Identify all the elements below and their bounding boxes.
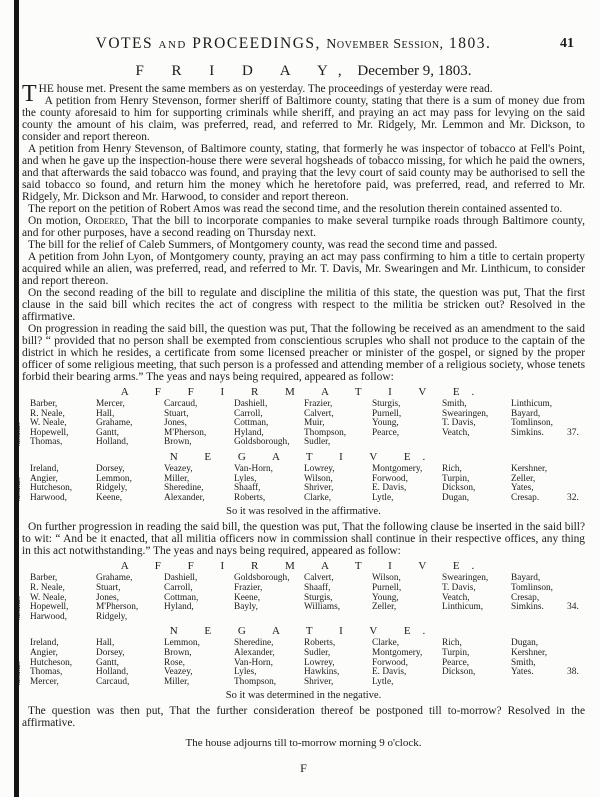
member-name: Jones, [96, 592, 119, 603]
member-name: Montgomery, [372, 464, 423, 474]
affirmative-total: 37. [567, 427, 579, 438]
member-name: Turpin, [442, 647, 470, 658]
member-name: Sudler, [304, 437, 331, 448]
member-name: T. Davis, [442, 418, 476, 429]
paragraph: The question was then put, That the further consideration thereof be postponed till to-morrow? Resolved in the affirmative. [22, 705, 585, 730]
member-name: Thomas, [30, 437, 63, 448]
member-name: Harwood, [30, 611, 67, 622]
text: That the bill to incorporate companies to make several turnpike roads through Baltimore county, and for other purposes, have a second reading on Thursday next. [22, 215, 585, 239]
signature-mark: F [300, 761, 307, 776]
name-column [511, 400, 553, 438]
member-name: Bayard, [511, 573, 541, 584]
member-name: Grahame, [96, 418, 133, 429]
member-name: Shaaff, [234, 483, 261, 494]
name-column [511, 574, 553, 612]
negative-votes-table [16, 464, 585, 503]
drop-cap: T [22, 81, 37, 107]
member-name: Hyland, [234, 427, 264, 438]
member-name: M'Pherson, [96, 602, 139, 613]
paragraph: The report on the petition of Robert Amos was read the second time, and the resolution therein contained assented to. [28, 203, 563, 215]
closing-text [22, 705, 585, 729]
member-name: Stuart, [96, 582, 121, 593]
name-column [96, 639, 129, 687]
affirmative-votes-table [16, 399, 585, 448]
proceedings-text [22, 83, 585, 383]
name-column [30, 639, 72, 687]
member-name: Calvert, [304, 408, 334, 419]
day-heading [22, 61, 585, 81]
member-name: Carroll, [234, 408, 263, 419]
member-name: Simkins. [511, 427, 544, 438]
member-name: Frazier, [234, 582, 263, 593]
member-name: Mercer, [30, 676, 59, 687]
name-column [96, 400, 132, 448]
date: December 9, 1803. [357, 63, 472, 79]
member-name: Smith, [511, 657, 536, 668]
member-name: Lyles, [234, 667, 257, 678]
paragraph: A petition from Henry Stevenson, of Baltimore county, stating, that formerly he was inspector of tobacco at Fell's Point, and when he gave up the inspection-house there were several hogsheads of tobacco missing, for which he paid the owners, and that afterwards the said tobacco was found, and praying that the levy court of said county may be authorised to sell the said tobacco so found, and return him the money which he heretofore paid, was preferred, read, and referred to Mr. Ridgely, Mr. Dickson and Mr. Harwood, to consider and report thereon. [22, 143, 585, 203]
member-name: Dickson, [442, 483, 476, 494]
member-name: Tomlinson, [511, 582, 553, 593]
vote-result: So it was resolved in the affirmative. [226, 506, 381, 518]
member-name: Veatch, [442, 592, 470, 603]
name-column [164, 400, 206, 448]
paragraph: On the second reading of the bill to regulate and discipline the militia of this state, the question was put, That the first clause in the said bill which recites the act of congress with respect to the militia be stricken out? Resolved in the affirmative. [22, 287, 585, 323]
member-name: Holland, [96, 437, 129, 448]
member-name: Brown, [164, 647, 192, 658]
member-name: W. Neale, [30, 418, 67, 429]
member-name: Bayard, [511, 408, 541, 419]
name-column [372, 639, 422, 687]
text: On motion, [28, 215, 85, 227]
proceedings-text-2 [22, 521, 585, 557]
member-name: Veazey, [164, 667, 193, 678]
member-name: Alexander, [164, 492, 205, 503]
page-number: 41 [560, 36, 574, 51]
ordered-word: Ordered, [84, 215, 129, 227]
member-name: Zeller, [511, 473, 536, 484]
member-name: Kershner, [511, 647, 548, 658]
day-name: F R I D A Y, [135, 63, 354, 79]
member-name: Dashiell, [164, 573, 198, 584]
member-name: Lowrey, [304, 464, 335, 474]
member-name: Ridgely, [96, 483, 128, 494]
member-name: R. Neale, [30, 582, 65, 593]
member-name: Hutcheson, [30, 657, 73, 668]
affirmative-votes-table [16, 573, 585, 622]
member-name: Lemmon, [96, 473, 132, 484]
member-name: Clarke, [372, 638, 400, 649]
affirmative-total: 34. [567, 602, 579, 613]
member-name: Cottman, [234, 418, 269, 429]
member-name: Pearce, [442, 657, 470, 668]
member-name: Hall, [96, 408, 115, 419]
member-name: Lytle, [372, 676, 394, 687]
name-column [372, 465, 422, 503]
member-name: Hyland, [164, 602, 194, 613]
member-name: Hopewell, [30, 427, 69, 438]
member-name: Dickson, [442, 667, 476, 678]
member-name: Young, [372, 418, 399, 429]
member-name: Hopewell, [30, 602, 69, 613]
title-and: AND [158, 39, 187, 51]
member-name: Williams, [304, 602, 341, 613]
member-name: Thompson, [304, 427, 347, 438]
member-name: Forwood, [372, 473, 408, 484]
paragraph: A petition from John Lyon, of Montgomery county, praying an act may pass confirming to him a title to certain property acquired while an alien, was preferred, read, and referred to Mr. T. Davis, Mr. Swearingen and Mr. Linthicum, to consider and report thereon. [22, 251, 585, 287]
member-name: Lyles, [234, 473, 257, 484]
member-name: Frazier, [304, 399, 333, 409]
messieurs-label: Messieurs [16, 477, 22, 502]
member-name: Mercer, [96, 399, 125, 409]
member-name: Cresap, [511, 592, 540, 603]
member-name: Ridgely, [96, 611, 128, 622]
member-name: Zeller, [372, 602, 397, 613]
member-name: Miller, [164, 676, 190, 687]
member-name: Swearingen, [442, 573, 489, 584]
member-name: Sturgis, [304, 592, 333, 603]
member-name: Keene, [96, 492, 123, 503]
member-name: Hall, [96, 638, 115, 649]
member-name: Montgomery, [372, 647, 423, 658]
member-name: Gantt, [96, 427, 119, 438]
member-name: Purnell, [372, 582, 402, 593]
member-name: R. Neale, [30, 408, 65, 419]
name-column [372, 574, 401, 612]
member-name: Brown, [164, 437, 192, 448]
paragraph [22, 215, 585, 239]
name-column [442, 400, 488, 438]
messieurs-label: Messieurs [16, 661, 22, 686]
name-column [30, 465, 72, 503]
member-name: Barber, [30, 573, 58, 584]
name-column [511, 465, 547, 503]
member-name: Van-Horn, [234, 657, 273, 668]
member-name: E. Davis, [372, 667, 407, 678]
member-name: Sudler, [304, 647, 331, 658]
vote-record-1 [16, 386, 585, 518]
name-column [234, 574, 290, 612]
member-name: Ireland, [30, 638, 59, 649]
title-session: November Session, [326, 37, 444, 52]
member-name: T. Davis, [442, 582, 476, 593]
member-name: Calvert, [304, 573, 334, 584]
member-name: Sheredine, [234, 638, 274, 649]
name-column [511, 639, 547, 677]
member-name: Purnell, [372, 408, 402, 419]
member-name: Roberts, [234, 492, 266, 503]
name-column [304, 574, 340, 612]
member-name: Harwood, [30, 492, 67, 503]
affirmative-heading: A F F I R M A T I V E. [120, 386, 487, 398]
member-name: Pearce, [372, 427, 400, 438]
name-column [30, 400, 68, 448]
paragraph: The bill for the relief of Caleb Summers, of Montgomery county, was read the second time and passed. [28, 239, 498, 251]
member-name: E. Davis, [372, 483, 407, 494]
member-name: Sturgis, [372, 399, 401, 409]
name-column [30, 574, 68, 622]
member-name: Smith, [442, 399, 467, 409]
member-name: Holland, [96, 667, 129, 678]
member-name: Rich, [442, 464, 462, 474]
vote-record-2 [16, 560, 585, 702]
member-name: Sheredine, [164, 483, 204, 494]
member-name: Tomlinson, [511, 418, 553, 429]
paragraph-opening [22, 81, 585, 107]
member-name: Young, [372, 592, 399, 603]
member-name: Rose, [164, 657, 185, 668]
member-name: Dugan, [511, 638, 539, 649]
member-name: Dorsey, [96, 464, 125, 474]
name-column [442, 639, 475, 677]
member-name: Simkins. [511, 602, 544, 613]
member-name: Thomas, [30, 667, 63, 678]
member-name: W. Neale, [30, 592, 67, 603]
name-column [96, 574, 138, 622]
member-name: Cottman, [164, 592, 199, 603]
member-name: Carroll, [164, 582, 193, 593]
member-name: Yates, [511, 483, 534, 494]
member-name: Turpin, [442, 473, 470, 484]
name-column [164, 639, 200, 687]
member-name: Alexander, [234, 647, 275, 658]
name-column [234, 639, 276, 687]
member-name: Stuart, [164, 408, 189, 419]
member-name: Swearingen, [442, 408, 489, 419]
member-name: Angier, [30, 647, 58, 658]
member-name: Hutcheson, [30, 483, 73, 494]
member-name: Wilson, [304, 473, 333, 484]
opening-text: HE house met. Present the same members as on yesterday. The proceedings of yesterday were read. [38, 83, 493, 95]
negative-votes-table [16, 638, 585, 687]
member-name: Grahame, [96, 573, 133, 584]
member-name: Barber, [30, 399, 58, 409]
member-name: Jones, [164, 418, 187, 429]
title-year: 1803. [448, 35, 492, 52]
negative-total: 32. [567, 492, 579, 503]
member-name: Lowrey, [304, 657, 335, 668]
member-name: Carcaud, [96, 676, 130, 687]
member-name: Goldsborough, [234, 573, 290, 584]
member-name: Forwood, [372, 657, 408, 668]
member-name: Miller, [164, 473, 190, 484]
member-name: Ireland, [30, 464, 59, 474]
paragraph: On progression in reading the said bill, the question was put, That the following be received as an amendment to the said bill? “ provided that no person shall be exempted from conscientious scruples who shall not produce to the captain of the district in which he resides, a certificate from some licensed preacher or minister of the gospel, or signed by the proper officer of some religious meeting, that such person is a professed and attending member of a religious society, whose tenets forbid their bearing arms.” The yeas and nays being required, appeared as follow: [22, 323, 585, 383]
member-name: Muir, [304, 418, 325, 429]
member-name: Goldsborough, [234, 437, 290, 448]
member-name: Van-Horn, [234, 464, 273, 474]
vote-result: So it was determined in the negative. [225, 690, 382, 702]
member-name: Clarke, [304, 492, 332, 503]
page-title [22, 34, 585, 55]
member-name: Angier, [30, 473, 58, 484]
member-name: Dugan, [442, 492, 470, 503]
name-column [96, 465, 132, 503]
member-name: Bayly, [234, 602, 258, 613]
name-column [442, 465, 475, 503]
name-column [442, 574, 488, 612]
member-name: Veazey, [164, 464, 193, 474]
member-name: Dorsey, [96, 647, 125, 658]
title-votes: VOTES [95, 35, 154, 52]
name-column [304, 639, 339, 687]
name-column [234, 400, 290, 448]
member-name: Linthicum, [442, 602, 484, 613]
name-column [164, 465, 205, 503]
messieurs-label: Messieurs [16, 596, 22, 621]
paragraph: A petition from Henry Stevenson, former sheriff of Baltimore county, stating that there is a sum of money due from the county aforesaid to him for supporting criminals while sheriff, and praying an act may pass for levying on the said county the amount of his claim, was preferred, read, and referred to Mr. Ridgely, Mr. Lemmon and Mr. Dickson, to consider and report thereon. [22, 95, 585, 143]
name-column [304, 465, 335, 503]
member-name: Cresap. [511, 492, 540, 503]
member-name: Lytle, [372, 492, 394, 503]
member-name: Hawkins, [304, 667, 340, 678]
member-name: Shaaff, [304, 582, 331, 593]
member-name: Linthicum, [511, 399, 553, 409]
negative-heading: N E G A T I V E. [169, 451, 438, 463]
member-name: Keene, [234, 592, 261, 603]
name-column [304, 400, 346, 448]
member-name: Dashiell, [234, 399, 268, 409]
negative-total: 38. [567, 667, 579, 678]
member-name: Shriver, [304, 483, 334, 494]
name-column [372, 400, 401, 438]
member-name: Carcaud, [164, 399, 198, 409]
messieurs-label: Messieurs [16, 422, 22, 446]
adjournment: The house adjourns till to-morrow morning 9 o'clock. [185, 737, 422, 750]
member-name: Roberts, [304, 638, 336, 649]
negative-heading: N E G A T I V E. [169, 625, 438, 638]
title-proceedings: PROCEEDINGS, [192, 35, 321, 52]
affirmative-heading: A F F I R M A T I V E. [120, 560, 487, 573]
member-name: Gantt, [96, 657, 119, 668]
member-name: Rich, [442, 638, 462, 649]
member-name: Wilson, [372, 573, 401, 584]
name-column [164, 574, 198, 612]
member-name: Veatch, [442, 427, 470, 438]
member-name: Lemmon, [164, 638, 200, 649]
member-name: Yates. [511, 667, 534, 678]
name-column [234, 465, 273, 503]
member-name: Kershner, [511, 464, 548, 474]
member-name: Thompson, [234, 676, 277, 687]
paragraph: On further progression in reading the said bill, the question was put, That the following clause be inserted in the said bill? to wit: “ And be it enacted, that all militia officers now in commission shall continue in their respective offices, any thing in this act notwithstanding.” The yeas and nays being required, appeared as follow: [22, 521, 585, 558]
member-name: M'Pherson, [164, 427, 207, 438]
member-name: Shriver, [304, 676, 334, 687]
